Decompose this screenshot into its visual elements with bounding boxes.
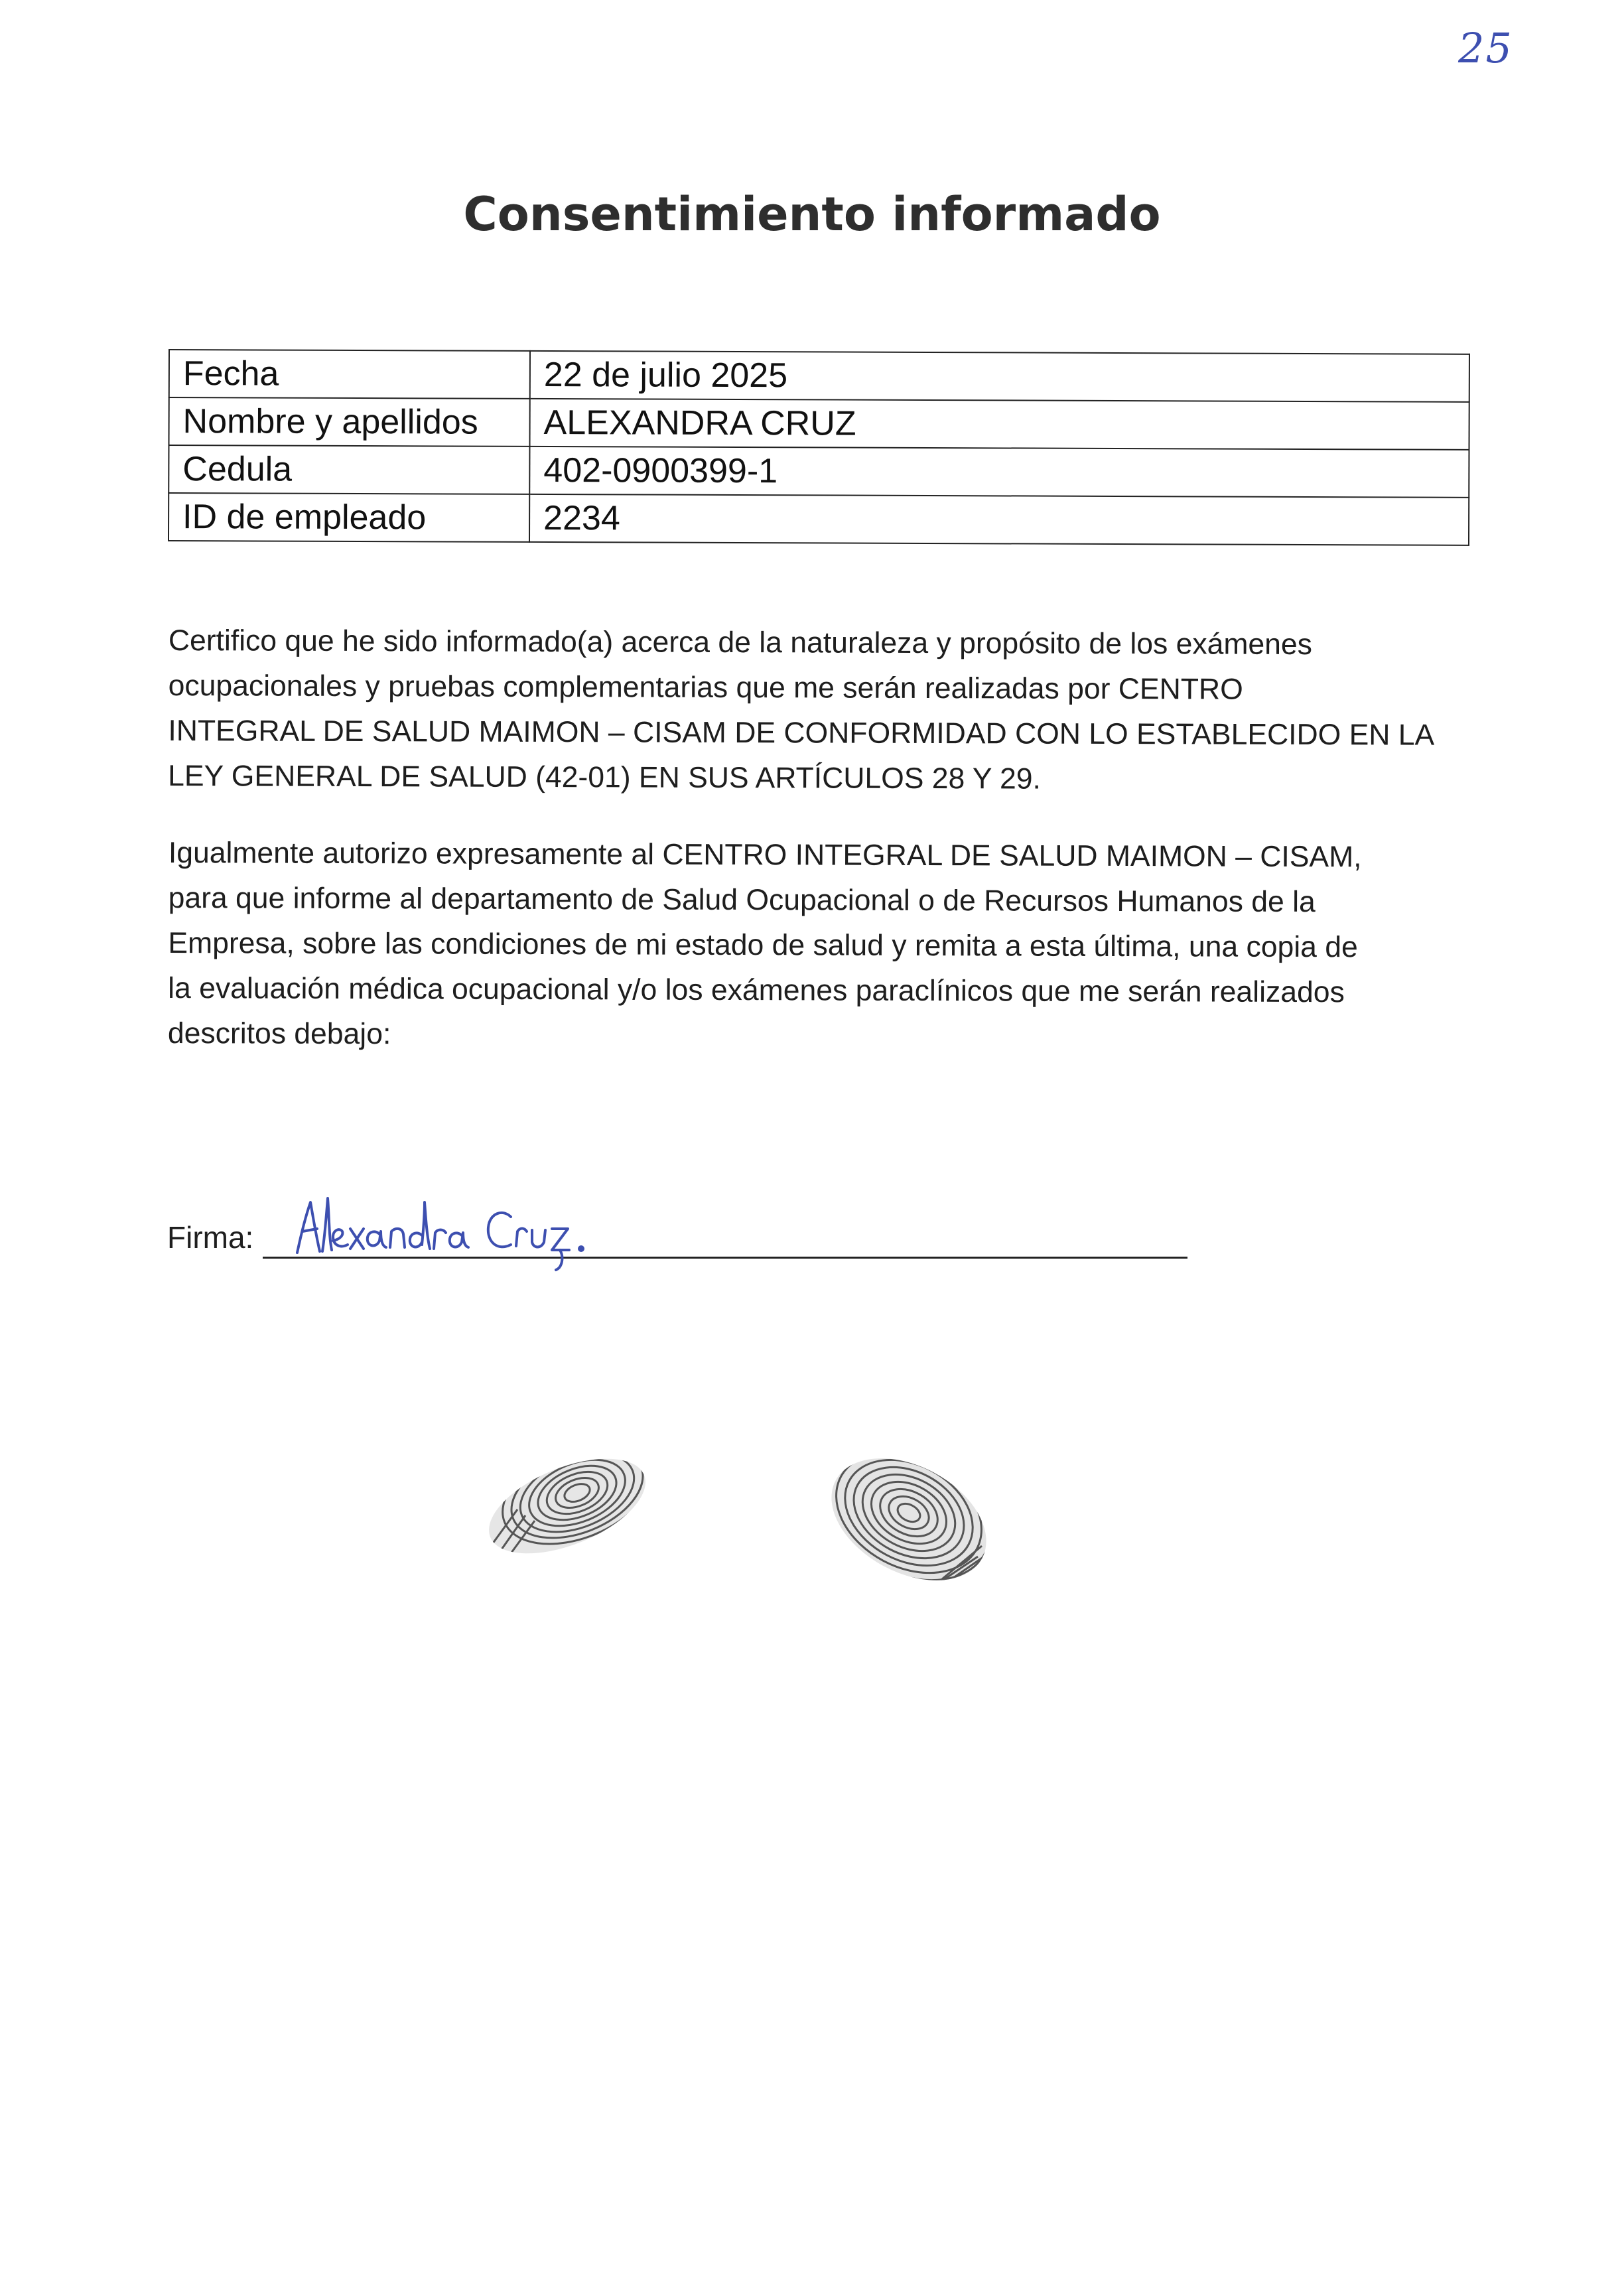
document-title: Consentimiento informado (463, 187, 1161, 242)
table-row-id-empleado (169, 493, 1469, 545)
paragraph-line: Empresa, sobre las condiciones de mi estado de salud y remita a esta última, una copia de (168, 926, 1358, 964)
page-number: 25 (1458, 24, 1513, 72)
paragraph-line: Igualmente autorizo expresamente al CENTRO INTEGRAL DE SALUD MAIMON – CISAM, (168, 837, 1362, 874)
table-row-cedula (169, 445, 1469, 498)
left-fingerprint-image (478, 1446, 657, 1566)
nombre-value: ALEXANDRA CRUZ (529, 399, 1469, 450)
id-empleado-value: 2234 (529, 494, 1469, 545)
fecha-label: Fecha (169, 350, 530, 399)
paragraph-line: ocupacionales y pruebas complementarias que me serán realizadas por CENTRO (168, 669, 1243, 706)
cedula-value: 402-0900399-1 (529, 447, 1469, 498)
fecha-value: 22 de julio 2025 (530, 351, 1469, 402)
paragraph-line: para que informe al departamento de Salud Ocupacional o de Recursos Humanos de la (168, 881, 1316, 919)
handwritten-signature (292, 1188, 637, 1274)
authorization-paragraph (168, 831, 1489, 1061)
signature-label: Firma: (167, 1220, 254, 1255)
table-row-fecha (169, 350, 1469, 402)
info-table (168, 349, 1470, 546)
paragraph-line: INTEGRAL DE SALUD MAIMON – CISAM DE CONFORMIDAD CON LO ESTABLECIDO EN LA (168, 714, 1435, 752)
paragraph-line: descritos debajo: (167, 1016, 391, 1051)
right-fingerprint-image (816, 1446, 1002, 1592)
id-empleado-label: ID de empleado (169, 493, 529, 542)
certification-paragraph (168, 618, 1489, 803)
table-row-nombre (169, 397, 1469, 450)
paragraph-line: la evaluación médica ocupacional y/o los exámenes paraclínicos que me serán realizados (168, 971, 1345, 1009)
cedula-label: Cedula (169, 445, 529, 494)
paragraph-line: LEY GENERAL DE SALUD (42-01) EN SUS ARTÍCULOS 28 Y 29. (168, 759, 1042, 796)
paragraph-line: Certifico que he sido informado(a) acerca de la naturaleza y propósito de los exámenes (168, 624, 1313, 661)
nombre-label: Nombre y apellidos (169, 397, 529, 447)
